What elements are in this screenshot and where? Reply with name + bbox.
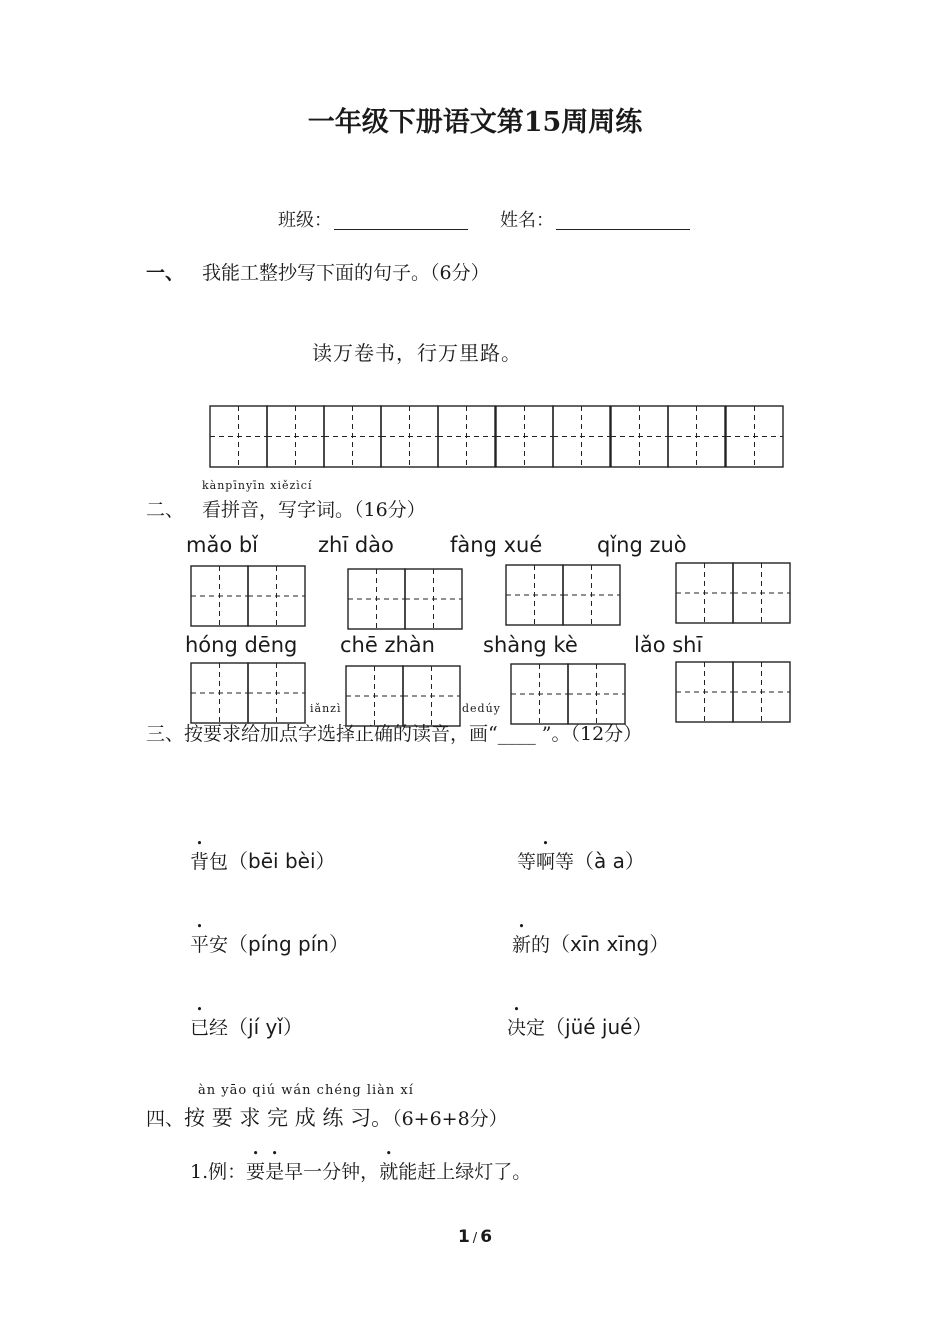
reading-options[interactable]: （à a） bbox=[574, 849, 645, 873]
pinyin-word: zhī dào bbox=[318, 533, 394, 557]
dotted-char: 已 bbox=[190, 1017, 210, 1039]
section-4-instruction: 按 要 求 完 成 练 习。 bbox=[184, 1106, 393, 1130]
example-sentence bbox=[190, 1157, 531, 1184]
pinyin-word: lǎo shī bbox=[634, 633, 703, 657]
copy-sentence: 读万卷书，行万里路。 bbox=[312, 341, 522, 365]
copy-grid-cell[interactable] bbox=[438, 406, 495, 467]
name-field[interactable] bbox=[500, 206, 690, 232]
name-label: 姓名： bbox=[500, 210, 554, 231]
reading-item bbox=[517, 845, 645, 874]
reading-item bbox=[190, 845, 336, 874]
section-2-heading bbox=[146, 495, 426, 522]
item-char: 定 bbox=[526, 1017, 546, 1039]
dotted-char: 新 bbox=[512, 934, 532, 956]
copy-grid-cell[interactable] bbox=[496, 406, 553, 467]
example-text: 早一分钟， bbox=[284, 1161, 380, 1183]
class-field[interactable] bbox=[278, 206, 468, 232]
item-char: 经 bbox=[209, 1017, 229, 1039]
pinyin-word: fàng xué bbox=[450, 533, 543, 557]
section-3-number: 三、 bbox=[146, 723, 185, 745]
page-number bbox=[0, 1227, 950, 1247]
name-blank[interactable] bbox=[556, 211, 690, 230]
word-grid-cell[interactable] bbox=[506, 565, 563, 625]
page-title: 一年级下册语文第15周周练 bbox=[307, 107, 643, 138]
reading-options[interactable]: （bēi bèi） bbox=[228, 849, 336, 873]
section-1-number: 一、 bbox=[146, 262, 185, 284]
section-1-instruction: 我能工整抄写下面的句子。（6分） bbox=[202, 262, 490, 284]
word-grid-cell[interactable] bbox=[191, 663, 248, 723]
copy-grid-cell[interactable] bbox=[267, 406, 324, 467]
reading-options[interactable]: （jí yǐ） bbox=[228, 1015, 303, 1039]
word-grid-cell[interactable] bbox=[403, 666, 460, 726]
section-2-number: 二、 bbox=[146, 499, 185, 521]
word-grid-cell[interactable] bbox=[733, 662, 790, 722]
copy-grid-cell[interactable] bbox=[381, 406, 438, 467]
section-3-heading bbox=[146, 719, 642, 746]
page-current: 1 bbox=[457, 1227, 470, 1247]
pinyin-word: qǐng zuò bbox=[597, 533, 687, 557]
page-separator: / bbox=[472, 1231, 478, 1246]
dotted-char: 平 bbox=[190, 934, 210, 956]
example-prefix: 1.例： bbox=[190, 1161, 247, 1183]
item-char: 的 bbox=[531, 934, 551, 956]
item-char: 等 bbox=[517, 851, 537, 873]
page-total: 6 bbox=[480, 1227, 493, 1247]
dotted-char: 就 bbox=[379, 1161, 399, 1183]
section-3-pinyin-hint-1: iǎnzì bbox=[310, 702, 342, 715]
section-4-pinyin-hint: àn yāo qiú wán chéng liàn xí bbox=[198, 1083, 414, 1098]
word-grid-cell[interactable] bbox=[511, 664, 568, 724]
word-grid-cell[interactable] bbox=[676, 563, 733, 623]
reading-item bbox=[190, 1011, 303, 1040]
word-grid-cell[interactable] bbox=[191, 566, 248, 626]
section-2-pinyin-hint: kànpīnyīn xiězìcí bbox=[202, 479, 313, 492]
item-char: 等 bbox=[555, 851, 575, 873]
word-grid-cell[interactable] bbox=[676, 662, 733, 722]
section-4-number: 四、 bbox=[146, 1108, 185, 1130]
section-2-instruction: 看拼音，写字词。（16分） bbox=[202, 499, 426, 521]
dotted-char: 啊 bbox=[536, 851, 556, 873]
reading-item bbox=[507, 1011, 652, 1040]
section-3-instruction: 按要求给加点字选择正确的读音，画“____ ”。（12分） bbox=[184, 723, 643, 745]
reading-options[interactable]: （píng pín） bbox=[228, 932, 349, 956]
example-text: 能赶上绿灯了。 bbox=[398, 1161, 532, 1183]
word-grid-cell[interactable] bbox=[563, 565, 620, 625]
word-grid-cell[interactable] bbox=[405, 569, 462, 629]
reading-options[interactable]: （xīn xīng） bbox=[550, 932, 670, 956]
pinyin-word: hóng dēng bbox=[185, 633, 298, 657]
section-1-heading bbox=[146, 258, 490, 285]
reading-item bbox=[190, 928, 349, 957]
dotted-char: 要 bbox=[246, 1161, 266, 1183]
copy-grid-cell[interactable] bbox=[210, 406, 267, 467]
word-grid-cell[interactable] bbox=[568, 664, 625, 724]
copy-grid-cell[interactable] bbox=[668, 406, 725, 467]
dotted-char: 背 bbox=[190, 851, 210, 873]
pinyin-word: shàng kè bbox=[483, 633, 578, 657]
word-grid-cell[interactable] bbox=[348, 569, 405, 629]
item-char: 包 bbox=[209, 851, 229, 873]
class-blank[interactable] bbox=[334, 211, 468, 230]
word-grid-cell[interactable] bbox=[248, 566, 305, 626]
pinyin-word: mǎo bǐ bbox=[186, 533, 259, 557]
section-4-heading bbox=[146, 1102, 508, 1132]
word-grid-cell[interactable] bbox=[248, 663, 305, 723]
section-4-score: （6+6+8分） bbox=[392, 1108, 508, 1130]
copy-grid-cell[interactable] bbox=[553, 406, 610, 467]
reading-options[interactable]: （jüé jué） bbox=[545, 1015, 653, 1039]
dotted-char: 决 bbox=[507, 1017, 527, 1039]
reading-item bbox=[512, 928, 669, 957]
item-char: 安 bbox=[209, 934, 229, 956]
word-grid-cell[interactable] bbox=[346, 666, 403, 726]
pinyin-word: chē zhàn bbox=[340, 633, 435, 657]
dotted-char: 是 bbox=[265, 1161, 285, 1183]
copy-grid-cell[interactable] bbox=[726, 406, 783, 467]
copy-grid-cell[interactable] bbox=[324, 406, 381, 467]
word-grid-cell[interactable] bbox=[733, 563, 790, 623]
section-3-pinyin-hint-2: dedúy bbox=[462, 702, 501, 715]
class-label: 班级： bbox=[278, 210, 332, 231]
copy-grid-cell[interactable] bbox=[611, 406, 668, 467]
